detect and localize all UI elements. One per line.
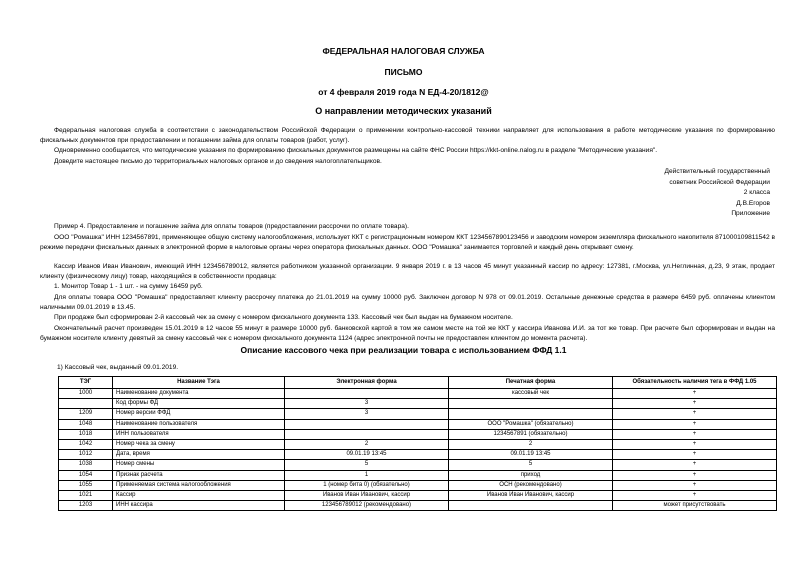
document-type: ПИСЬМО [384, 67, 423, 77]
cell-tag-name: Код формы ФД [113, 399, 285, 409]
cell-mandatory: + [613, 389, 777, 399]
cell-mandatory: может присутствовать [613, 501, 777, 511]
cell-mandatory: + [613, 429, 777, 439]
cell-tag-name: Наименование документа [113, 389, 285, 399]
table-row [59, 389, 777, 399]
cell-printed-form [449, 409, 613, 419]
document-date-number: от 4 февраля 2019 года N ЕД-4-20/1812@ [318, 87, 489, 97]
cell-electronic-form: 123456789012 (рекомендовано) [285, 501, 449, 511]
cell-tag: 1055 [59, 480, 113, 490]
cell-mandatory: + [613, 490, 777, 500]
cell-tag: 1021 [59, 490, 113, 500]
cell-printed-form: приход [449, 470, 613, 480]
example-paragraph-final: Окончательный расчет произведен 15.01.2019 в 12 часов 55 минут в размере 10000 руб. банковской картой в том же самом месте на той же ККТ у кассира Иванова И.И. за тот же товар. При расчете был сформирован и выдан на бумажном носителе клиенту девятый за смену кассовый чек с номером фискального документа 1124 (адрес электронной почты не предоставлен клиентом до момента расчета). [40, 325, 775, 342]
agency-title: ФЕДЕРАЛЬНАЯ НАЛОГОВАЯ СЛУЖБА [322, 46, 485, 56]
cell-tag-name: Признак расчета [113, 470, 285, 480]
table-row [59, 460, 777, 470]
example-heading: Пример 4. Предоставление и погашение займа для оплаты товаров (предоставлении рассрочки по оплате товара). [54, 223, 409, 230]
cell-electronic-form [285, 389, 449, 399]
example-paragraph-company: ООО "Ромашка" ИНН 1234567891, применяющее общую систему налогообложения, использует ККТ с регистрационным номером ККТ 1234567890123456 и заводским номером экземпляра фискального накопителя 871000109811542 в режиме передачи фискальных данных в электронной форме в налоговые органы через оператора фискальных данных. ООО "Ромашка" занимается торговлей и каждый день открывает смену. [40, 234, 775, 251]
table-row [59, 501, 777, 511]
table-row [59, 480, 777, 490]
table-row [59, 409, 777, 419]
cell-electronic-form: 1 [285, 470, 449, 480]
table-title: Описание кассового чека при реализации товара с использованием ФФД 1.1 [240, 345, 567, 355]
cell-tag-name: Номер чека за смену [113, 439, 285, 449]
column-header-tag: ТЭГ [59, 377, 113, 389]
signature-block [665, 167, 771, 220]
cell-printed-form: 5 [449, 460, 613, 470]
intro-paragraph-1: Федеральная налоговая служба в соответствии с законодательством Российской Федерации о применении контрольно-кассовой техники направляет для использования в работе методические указания по формированию фискальных документов при предоставлении и погашении займа для оплаты товаров (работ, услуг). [40, 127, 775, 144]
cell-tag-name: Применяемая система налогообложения [113, 480, 285, 490]
cell-printed-form: 09.01.19 13:45 [449, 450, 613, 460]
cell-tag: 1012 [59, 450, 113, 460]
table-header-row [59, 377, 777, 389]
cell-printed-form [449, 399, 613, 409]
cell-electronic-form: 2 [285, 439, 449, 449]
signature-line: 2 класса [743, 189, 770, 196]
table-row [59, 439, 777, 449]
cell-printed-form: ООО "Ромашка" (обязательно) [449, 419, 613, 429]
table-caption: 1) Кассовый чек, выданный 09.01.2019. [57, 364, 179, 371]
cell-tag: 1018 [59, 429, 113, 439]
cell-printed-form: 2 [449, 439, 613, 449]
cell-tag-name: Номер смены [113, 460, 285, 470]
cell-mandatory: + [613, 419, 777, 429]
column-header-electronic-form: Электронная форма [285, 377, 449, 389]
cell-tag: 1000 [59, 389, 113, 399]
cell-mandatory: + [613, 480, 777, 490]
table-row [59, 419, 777, 429]
column-header-printed-form: Печатная форма [449, 377, 613, 389]
document-subject: О направлении методических указаний [315, 106, 492, 116]
cell-tag: 1203 [59, 501, 113, 511]
intro-paragraph-2: Одновременно сообщается, что методические указания по формированию фискальных документов размещены на сайте ФНС России https://kkt-online.nalog.ru в разделе "Методические указания". [54, 147, 658, 154]
cell-printed-form: ОСН (рекомендовано) [449, 480, 613, 490]
cell-tag-name: Кассир [113, 490, 285, 500]
cell-tag: 1038 [59, 460, 113, 470]
cell-electronic-form: 09.01.19 13:45 [285, 450, 449, 460]
signature-line: Действительный государственный [664, 168, 770, 175]
cell-electronic-form [285, 429, 449, 439]
intro-paragraph-3: Доведите настоящее письмо до территориальных налоговых органов и до сведения налогоплательщиков. [54, 158, 382, 165]
cell-mandatory: + [613, 450, 777, 460]
cell-mandatory: + [613, 409, 777, 419]
cell-electronic-form: 3 [285, 409, 449, 419]
table-row [59, 429, 777, 439]
column-header-tag-name: Название Тэга [113, 377, 285, 389]
cell-electronic-form: 3 [285, 399, 449, 409]
cell-tag: 1048 [59, 419, 113, 429]
cell-tag-name: ИНН кассира [113, 501, 285, 511]
example-paragraph-receipt: При продаже был сформирован 2-й кассовый чек за смену с номером фискального документа 133. Кассовый чек был выдан на бумажном носителе. [54, 314, 513, 321]
example-item-line: 1. Монитор Товар 1 - 1 шт. - на сумму 16459 руб. [54, 283, 203, 290]
cell-printed-form: кассовый чек [449, 389, 613, 399]
cell-mandatory: + [613, 439, 777, 449]
signature-name: Д.В.Егоров [736, 199, 770, 207]
table-row [59, 399, 777, 409]
cell-electronic-form: 1 (номер бита 0) (обязательно) [285, 480, 449, 490]
example-paragraph-payment: Для оплаты товара ООО "Ромашка" предоставляет клиенту рассрочку платежа до 21.01.2019 на сумму 10000 руб. Заключен договор N 978 от 09.01.2019. Остальные денежные средства в размере 6459 руб. оплачены клиентом наличными 09.01.2019 в 13.45. [40, 294, 775, 311]
cell-tag-name: Наименование пользователя [113, 419, 285, 429]
cell-tag: 1054 [59, 470, 113, 480]
cell-printed-form [449, 501, 613, 511]
receipt-tags-table [58, 376, 777, 511]
example-paragraph-cashier: Кассир Иванов Иван Иванович, имеющий ИНН 123456789012, является работником указанной организации. 9 января 2019 г. в 13 часов 45 минут указанный кассир по адресу: 127381, г.Москва, ул.Неглинная, д.23, 9 этаж, продает клиенту (физическому лицу) товар, находящийся в собственности продавца: [40, 263, 775, 280]
table-row [59, 450, 777, 460]
cell-tag: 1209 [59, 409, 113, 419]
cell-tag-name: Дата, время [113, 450, 285, 460]
signature-line: советник Российской Федерации [669, 178, 770, 186]
cell-electronic-form [285, 419, 449, 429]
table-row [59, 490, 777, 500]
cell-mandatory: + [613, 399, 777, 409]
cell-mandatory: + [613, 460, 777, 470]
cell-electronic-form: 5 [285, 460, 449, 470]
cell-tag [59, 399, 113, 409]
cell-electronic-form: Иванов Иван Иванович, кассир [285, 490, 449, 500]
appendix-label: Приложение [731, 210, 770, 217]
cell-tag-name: Номер версии ФФД [113, 409, 285, 419]
cell-mandatory: + [613, 470, 777, 480]
table-row [59, 470, 777, 480]
cell-printed-form: 1234567891 (обязательно) [449, 429, 613, 439]
cell-tag: 1042 [59, 439, 113, 449]
cell-printed-form: Иванов Иван Иванович, кассир [449, 490, 613, 500]
column-header-mandatory: Обязательность наличия тега в ФФД 1.05 [613, 377, 777, 389]
cell-tag-name: ИНН пользователя [113, 429, 285, 439]
